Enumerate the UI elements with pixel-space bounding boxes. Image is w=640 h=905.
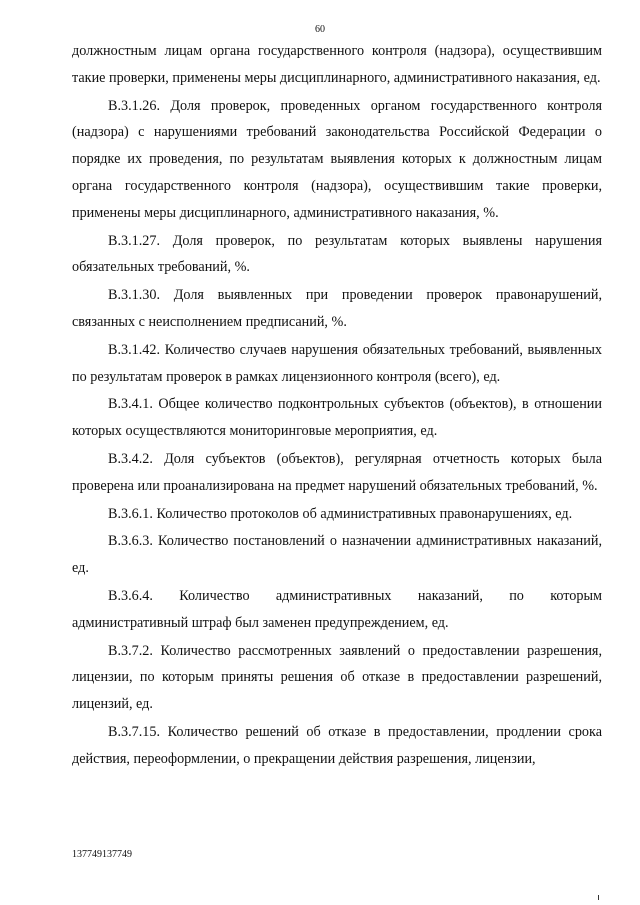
paragraph-v-3-4-1: В.3.4.1. Общее количество подконтрольных субъектов (объектов), в отношении которых осуществляются мониторинговые мероприятия, ед. (72, 396, 602, 440)
paragraph-v-3-1-30: В.3.1.30. Доля выявленных при проведении проверок правонарушений, связанных с неисполнением предписаний, %. (72, 287, 602, 330)
document-id: 137749137749 (72, 849, 132, 860)
paragraph-v-3-6-3: В.3.6.3. Количество постановлений о назначении административных наказаний, ед. (72, 533, 602, 577)
paragraph-v-3-6-4: В.3.6.4. Количество административных наказаний, по которым административный штраф был заменен предупреждением, ед. (72, 587, 602, 631)
paragraph-v-3-4-2: В.3.4.2. Доля субъектов (объектов), регулярная отчетность которых была проверена или проанализирована на предмет нарушений обязательных требований, %. (72, 450, 602, 494)
paragraph-v-3-7-2: В.3.7.2. Количество рассмотренных заявлений о предоставлении разрешения, лицензии, по которым приняты решения об отказе в предоставлении разрешений, лицензий, ед. (72, 642, 602, 713)
paragraph-v-3-7-15: В.3.7.15. Количество решений об отказе в предоставлении, продлении срока действия, переоформлении, о прекращении действия разрешения, лицензии, (72, 723, 602, 767)
paragraph-v-3-1-27: В.3.1.27. Доля проверок, по результатам которых выявлены нарушения обязательных требований, %. (72, 232, 602, 276)
document-body (72, 38, 602, 774)
paragraph-v-3-1-26: В.3.1.26. Доля проверок, проведенных органом государственного контроля (надзора) с нарушениями требований законодательства Российской Федерации о порядке их проведения, по результатам выявления которых к должностным лицам органа государственного контроля (надзора), осуществившим такие проверки, применены меры дисциплинарного, административного наказания, %. (72, 97, 602, 221)
page-number: 60 (315, 24, 325, 35)
paragraph-continuation: должностным лицам органа государственного контроля (надзора), осуществившим такие проверки, применены меры дисциплинарного, административного наказания, ед. (72, 43, 602, 86)
paragraph-v-3-1-42: В.3.1.42. Количество случаев нарушения обязательных требований, выявленных по результатам проверок в рамках лицензионного контроля (всего), ед. (72, 341, 602, 385)
scan-mark (598, 895, 599, 900)
paragraph-v-3-6-1: В.3.6.1. Количество протоколов об административных правонарушениях, ед. (108, 505, 573, 522)
